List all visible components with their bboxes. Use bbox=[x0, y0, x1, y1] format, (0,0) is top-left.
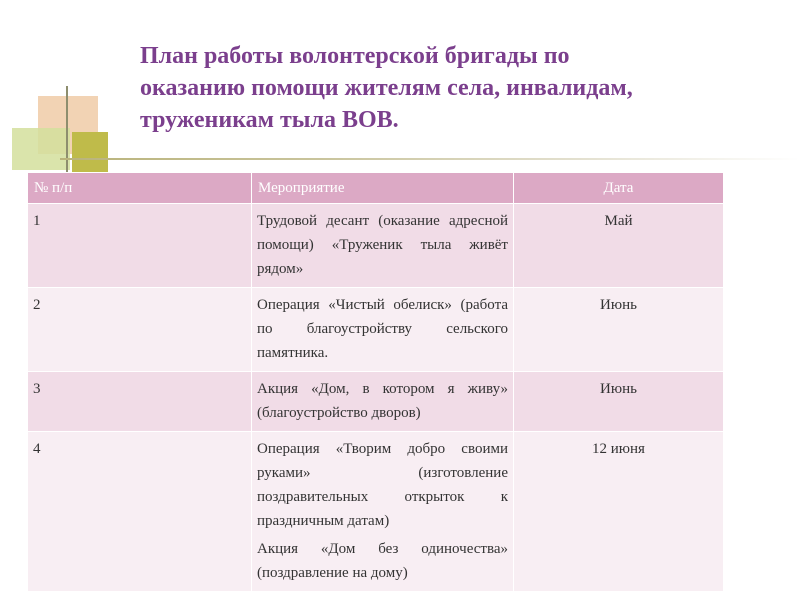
event-text: Акция «Дом, в котором я живу» (благоустройство дворов) bbox=[257, 381, 508, 421]
header-number: № п/п bbox=[28, 173, 252, 204]
table-row bbox=[28, 432, 724, 592]
row-date: Июнь bbox=[514, 288, 724, 372]
decorative-vertical-line bbox=[66, 86, 68, 174]
header-date: Дата bbox=[514, 173, 724, 204]
row-number: 2 bbox=[28, 288, 252, 372]
event-text: Операция «Творим добро своими руками» (изготовление поздравительных открыток к праздничным датам) bbox=[257, 441, 508, 529]
table-row bbox=[28, 372, 724, 432]
row-number: 1 bbox=[28, 204, 252, 288]
slide-title bbox=[140, 40, 700, 136]
title-line-1: План работы волонтерской бригады по bbox=[140, 43, 570, 69]
title-line-3: труженикам тыла ВОВ. bbox=[140, 107, 399, 133]
row-event bbox=[252, 288, 514, 372]
plan-table bbox=[27, 172, 724, 592]
row-number: 3 bbox=[28, 372, 252, 432]
row-event bbox=[252, 432, 514, 592]
row-number: 4 bbox=[28, 432, 252, 592]
row-date: Июнь bbox=[514, 372, 724, 432]
decorative-block-olive bbox=[72, 132, 108, 172]
title-line-2: оказанию помощи жителям села, инвалидам, bbox=[140, 75, 633, 101]
event-text: Операция «Чистый обелиск» (работа по благоустройству сельского памятника. bbox=[257, 297, 508, 361]
row-event bbox=[252, 372, 514, 432]
row-event bbox=[252, 204, 514, 288]
row-date: 12 июня bbox=[514, 432, 724, 592]
header-event: Мероприятие bbox=[252, 173, 514, 204]
row-date: Май bbox=[514, 204, 724, 288]
table-row bbox=[28, 204, 724, 288]
decorative-block-light-green bbox=[12, 128, 70, 170]
decorative-horizontal-line bbox=[60, 158, 800, 160]
table-row bbox=[28, 288, 724, 372]
table-header-row bbox=[28, 173, 724, 204]
event-text: Трудовой десант (оказание адресной помощи) «Труженик тыла живёт рядом» bbox=[257, 213, 508, 277]
event-text: Акция «Дом без одиночества» (поздравление на дому) bbox=[257, 541, 508, 581]
